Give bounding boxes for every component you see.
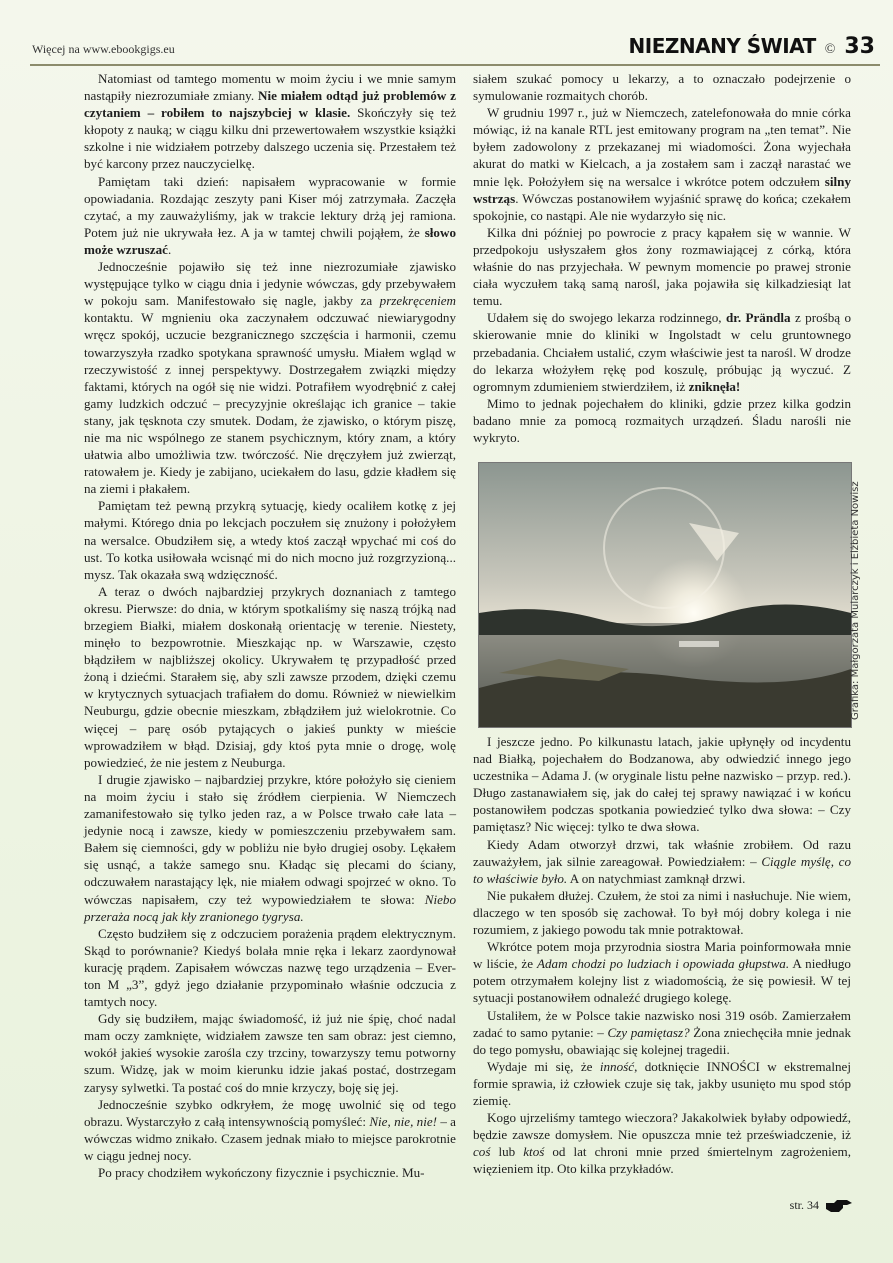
paragraph: Pamiętam taki dzień: napisałem wypracowanie w formie opowiadania. Rozdając zeszyty pani Kiser mój zatrzymała. Zaczęła czytać, a my zauważyliśmy, jak w trakcie lektury drżą jej ramiona. Potem już nie ukrywała łez. A ja w tamtej chwili pojąłem, że słowo może wzruszać. — [84, 173, 456, 257]
paragraph: Jednocześnie pojawiło się też inne niezrozumiałe zjawisko występujące tylko w ciągu dnia i jedynie wówczas, gdy przebywałem w pokoju sam. Manifestowało się nagle, jakby za przekręceniem kontaktu. W mgnieniu oka zaczynałem odczuwać niewiarygodny wręcz spokój, uczucie bezgranicznego szczęścia i harmonii, czemu towarzyszyła rzadko spotykana sprawność umysłu. Miałem wgląd w rzeczywistość z innej perspektywy. Dostrzegałem związki między faktami, których na ogół się nie widzi. Potrafiłem wyodrębnić z całej gamy ludzkich odczuć – precyzyjnie określając ich granice – takie stany, jak tęsknota czy smutek. Dodam, że zjawisko, o którym piszę, nie ma nic wspólnego ze stanem psychicznym, który znam, a który ułatwia albo umożliwia tzw. twórczość. Nie dręczyłem już zwierząt, ratowałem je. Kiedy je zabijano, uciekałem do lasu, gdzie kładłem się na ziemi i płakałem. — [84, 259, 456, 497]
paragraph: W grudniu 1997 r., już w Niemczech, zatelefonowała do mnie córka mówiąc, iż na kanale RTL jest emitowany program na „ten temat”. Nie byłem zadowolony z przekazanej mi wiadomości. Żona wyjechała akurat do matki w Kielcach, a ja zostałem sam i zaczął narastać we mnie lęk. Położyłem się na wersalce i wkrótce potem odczułem silny wstrząs. Wówczas postanowiłem wyjaśnić sprawę do końca; czekałem spokojnie, co nastąpi. Ale nie wydarzyło się nic. — [473, 105, 851, 223]
paragraph: Gdy się budziłem, mając świadomość, iż już nie śpię, choć nadal mam oczy zamknięte, widziałem zawsze ten sam obraz: jest ciemno, wokół jakieś wysokie zarośla czy trzciny, towarzyszy temu potworny szum. Widzę, jak w moim kierunku idzie jakaś postać, dostrzegam zarysy sylwetki. Ta postać coś do mnie krzyczy, boję się jej. — [84, 1011, 456, 1095]
copyright-icon: © — [824, 42, 836, 57]
paragraph: I drugie zjawisko – najbardziej przykre, które położyło się cieniem na moim życiu i stało się źródłem cierpienia. W Niemczech zamanifestowało się tylko jeden raz, a w Polsce trwało całe lata – jedynie nocą i zawsze, kiedy w pomieszczeniu przebywałem sam. Bałem się ciemności, gdy w pobliżu nie było drugiej osoby. Lękałem się usnąć, a także samego snu. Kładąc się plecami do ściany, odczuwałem narastający lęk, nie miałem odwagi spojrzeć w okno. To wówczas napisałem, czy też wypowiedziałem te słowa: Niebo przeraża nocą jak kły zranionego tygrysa. — [84, 771, 456, 924]
continue-link[interactable] — [790, 1198, 853, 1213]
sunset-lake-photo — [478, 462, 852, 728]
pointing-hand-icon — [825, 1199, 853, 1213]
right-column-top — [473, 70, 851, 446]
sun-reflection — [679, 641, 719, 647]
paragraph: Natomiast od tamtego momentu w moim życiu i we mnie samym nastąpiły niezrozumiałe zmiany. Nie miałem odtąd już problemów z czytaniem – robiłem to najszybciej w klasie. Skończyły się też kłopoty z nauką; w ciągu kilku dni przewertowałem wszystkie książki szkolne i nie widziałem potrzeby dalszego uczenia się. Przestałem też być karcony przez nauczycielkę. — [84, 71, 457, 172]
paragraph: siałem szukać pomocy u lekarzy, a to oznaczało podejrzenie o symulowanie rozmaitych chorób. — [473, 71, 851, 104]
magazine-title: NIEZNANY ŚWIAT — [628, 34, 816, 58]
paragraph: Kilka dni później po powrocie z pracy kąpałem się w wannie. W przedpokoju usłyszałem głos żony rozmawiającej z córką, która właśnie do nas przyjechała. W pewnym momencie po prawej stronie ciała wyczułem taką samą narośl, jaka pojawiła się kilkadziesiąt lat temu. — [473, 224, 851, 309]
photo-illustration — [479, 463, 851, 727]
paragraph: Jednocześnie szybko odkryłem, że mogę uwolnić się od tego obrazu. Wystarczyło z całą intensywnością pomyśleć: Nie, nie, nie! – a wówczas widmo znikało. Czasem jednak miało to miejsce parokrotnie w ciągu jednej nocy. — [84, 1096, 456, 1163]
masthead — [629, 34, 875, 59]
paragraph: Udałem się do swojego lekarza rodzinnego, dr. Prändla z prośbą o skierowanie mnie do kliniki w Ingolstadt w celu gruntownego przebadania. Chciałem ustalić, czym właściwie jest ta narośl. W drodze do lekarza włożyłem rękę pod koszulę, próbując ją wyczuć. Z ogromnym zdumieniem stwierdziłem, iż zniknęła! — [473, 310, 852, 394]
paragraph: Pamiętam też pewną przykrą sytuację, kiedy ocaliłem kotkę z jej małymi. Którego dnia po lekcjach poczułem się znużony i położyłem na wersalce. Obudziłem się, a wtedy ktoś zaczął wpychać mi coś do ust. To kotka usiłowała wcisnąć mi do nich mocno już rozgrzyzioną... mysz. Tak okazała swą wdzięczność. — [84, 498, 456, 582]
paragraph: Po pracy chodziłem wykończony fizycznie i psychicznie. Mu- — [98, 1165, 425, 1180]
paragraph: Ustaliłem, że w Polsce takie nazwisko nosi 319 osób. Zamierzałem zadać to samo pytanie: – Czy pamiętasz? Żona zniechęciła mnie jednak do tego pomysłu, obawiając się kolejnej tragedii. — [473, 1007, 851, 1057]
left-column — [84, 70, 456, 1181]
header-divider — [30, 64, 880, 66]
paragraph: Mimo to jednak pojechałem do kliniki, gdzie przez kilka godzin badano mnie za pomocą rozmaitych urządzeń. Śladu narośli nie wykryto. — [473, 395, 851, 445]
paragraph: A teraz o dwóch najbardziej przykrych doznaniach z tamtego okresu. Pierwsze: do dnia, w którym spotkaliśmy się naszą trójką nad brzegiem Białki, miałem doskonałą orientację w terenie. Niestety, minęło to bezpowrotnie. Mieszkając np. w Warszawie, często błądziłem w najbliższej okolicy. Ukrywałem tę przypadłość przed żoną i dziećmi. Starałem się, aby szli zawsze przodem, dzięki czemu w krytycznych sytuacjach trafiałem do domu. Również w niewielkim Neuburgu, gdzie obecnie mieszkam, zbłądziłem już wielokrotnie. Co więcej – parę osób pytających o jakieś punkty w mieście wprowadziłem w błąd. Dzisiaj, gdy ktoś pyta mnie o drogę, wolę powiedzieć, że nie jestem z Neuburga. — [84, 583, 456, 770]
paragraph: Wydaje mi się, że inność, dotknięcie INNOŚCI w ekstremalnej formie sprawia, iż człowiek czuje się tak, jakby usunięto mu spod stóp ziemię. — [473, 1058, 851, 1108]
right-column-bottom — [473, 733, 851, 1177]
paragraph: Wkrótce potem moja przyrodnia siostra Maria poinformowała mnie w liście, że Adam chodzi po ludziach i opowiada głupstwa. A niedługo potem otrzymałem kolejny list z wiadomością, że się powiesił. W tej sytuacji postanowiłem odnaleźć drugiego kolegę. — [473, 939, 851, 1006]
page-number: 33 — [844, 34, 875, 59]
continue-label: str. 34 — [789, 1198, 819, 1212]
website-link[interactable]: Więcej na www.ebookgigs.eu — [32, 42, 175, 56]
paragraph: Często budziłem się z odczuciem porażenia prądem elektrycznym. Skąd to porównanie? Kiedyś bolała mnie ręka i lekarz zaordynował kurację prądem. Zapisałem wówczas nazwę tego urządzenia – Ever-ton M „3”, gdyż jego działanie przypominało właśnie odczucia z tamtych nocy. — [84, 925, 456, 1010]
paragraph: I jeszcze jedno. Po kilkunastu latach, jakie upłynęły od incydentu nad Białką, pojechałem do Bodzanowa, aby odwiedzić innego jego uczestnika – Adama J. (w oryginale listu pełne nazwisko – przyp. red.). Długo zastanawiałem się, jak do całej tej sprawy nawiązać i w końcu postanowiłem podczas spotkania powiedzieć tylko dwa słowa: – Czy pamiętasz? Nic więcej: tylko te dwa słowa. — [473, 734, 851, 835]
paragraph: Nie pukałem dłużej. Czułem, że stoi za nimi i nasłuchuje. Nie wiem, dlaczego w ten sposób się zachował. To był mój dobry kolega i nie rozumiem, z jakiego powodu tak mnie potraktował. — [473, 887, 851, 938]
paragraph: Kiedy Adam otworzył drzwi, tak właśnie zrobiłem. Od razu zauważyłem, jak silnie zareagował. Powiedziałem: – Ciągle myślę, co to właściwie było. A on natychmiast zamknął drzwi. — [473, 836, 852, 886]
paragraph: Kogo ujrzeliśmy tamtego wieczora? Jakakolwiek byłaby odpowiedź, będzie zawsze domysłem. Nie opuszcza mnie też przeświadczenie, iż coś lub ktoś od lat chroni mnie przed śmiertelnym zagrożeniem, więzieniem itp. Oto kilka przykładów. — [473, 1110, 851, 1177]
photo-credit: Grafika: Małgorzata Mularczyk i Elżbieta Nowisz — [850, 481, 861, 720]
